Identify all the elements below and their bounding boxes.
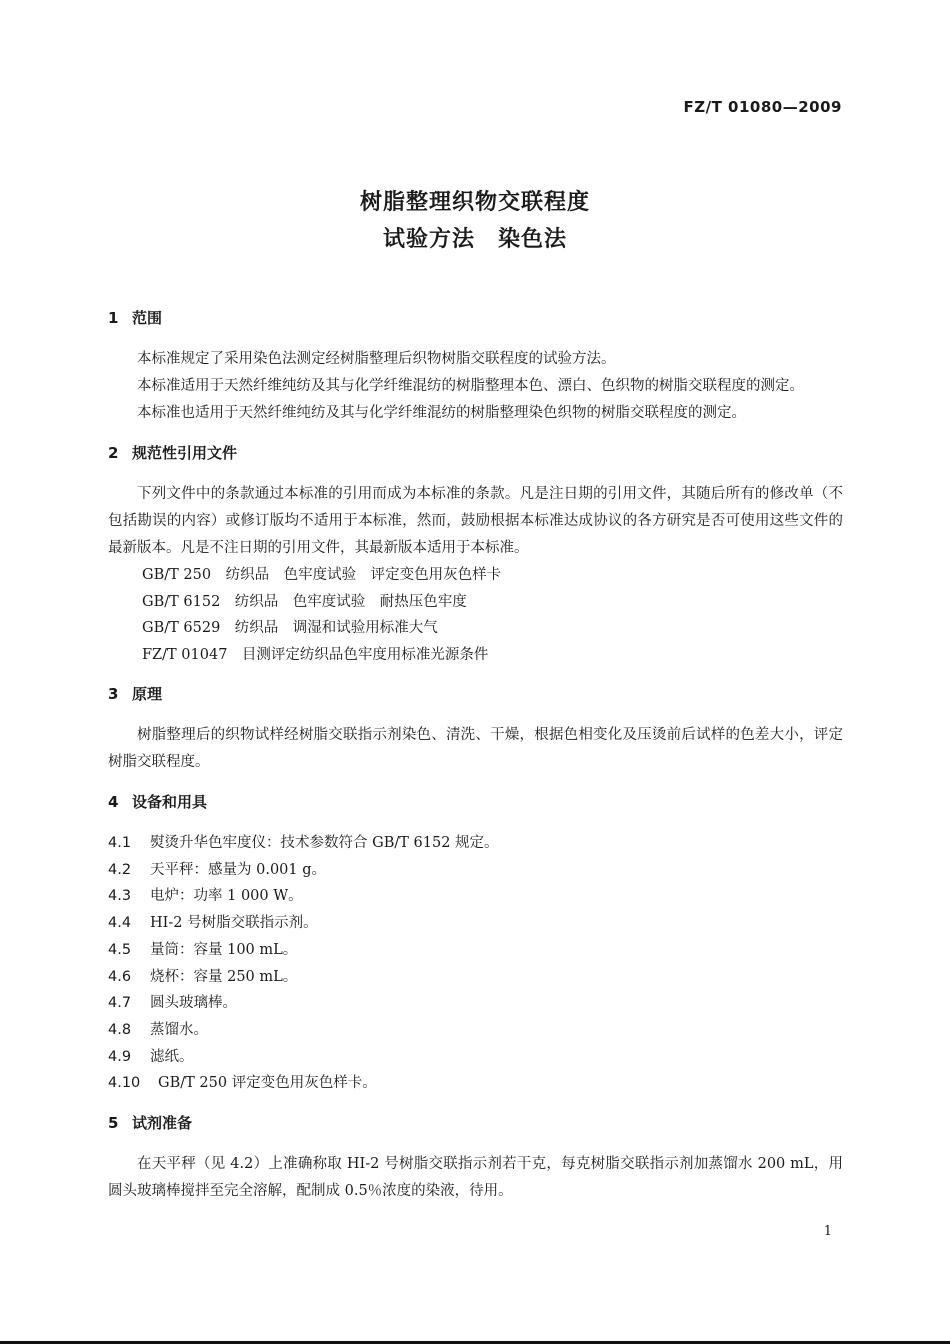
section-number: 3 — [108, 685, 119, 703]
reference-item: GB/T 6529 纺织品 调湿和试验用标准大气 — [142, 620, 438, 636]
section-title: 规范性引用文件 — [132, 444, 238, 462]
reference-item: FZ/T 01047 目测评定纺织品色牢度用标准光源条件 — [142, 646, 489, 663]
item-text: 圆头玻璃棒。 — [150, 995, 237, 1012]
paragraph: 树脂整理后的织物试样经树脂交联指示剂染色、清洗、干燥，根据色相变化及压烫前后试样的色差大小，评定树脂交联程度。 — [108, 727, 843, 770]
section-number: 4 — [108, 793, 119, 811]
item-text: GB/T 250 评定变色用灰色样卡。 — [158, 1075, 377, 1092]
apparatus-item — [108, 964, 843, 991]
apparatus-item — [108, 1070, 843, 1097]
apparatus-item — [108, 857, 843, 884]
section-title: 原理 — [132, 685, 163, 703]
item-text: 熨烫升华色牢度仪：技术参数符合 GB/T 6152 规定。 — [150, 835, 499, 851]
page-number: 1 — [823, 1224, 832, 1239]
document-body — [108, 306, 843, 1205]
item-number: 4.10 — [108, 1075, 141, 1092]
item-number: 4.9 — [108, 1048, 132, 1065]
section-title: 试剂准备 — [132, 1114, 193, 1133]
item-number: 4.4 — [108, 915, 132, 932]
document-title-line1: 树脂整理织物交联程度 — [359, 190, 590, 215]
apparatus-item — [108, 937, 843, 964]
apparatus-item — [108, 830, 843, 857]
item-text: HI-2 号树脂交联指示剂。 — [150, 915, 318, 932]
apparatus-item — [108, 910, 843, 937]
item-number: 4.7 — [108, 995, 132, 1012]
paragraph: 本标准适用于天然纤维纯纺及其与化学纤维混纺的树脂整理本色、漂白、色织物的树脂交联程度的测定。 — [137, 378, 804, 394]
section-heading-apparatus — [108, 790, 843, 814]
section-heading-principle — [108, 682, 843, 706]
document-title-line2: 试验方法 染色法 — [382, 227, 567, 252]
section-number: 5 — [108, 1114, 119, 1133]
section-heading-reagent-preparation — [108, 1111, 843, 1135]
apparatus-item — [108, 990, 843, 1017]
section-heading-normative-references — [108, 441, 843, 465]
reference-item: GB/T 6152 纺织品 色牢度试验 耐热压色牢度 — [142, 593, 467, 610]
item-number: 4.2 — [108, 861, 132, 878]
section-number: 2 — [108, 444, 119, 462]
item-number: 4.3 — [108, 888, 132, 905]
item-text: 蒸馏水。 — [150, 1021, 208, 1038]
item-number: 4.1 — [108, 835, 132, 851]
paragraph: 下列文件中的条款通过本标准的引用而成为本标准的条款。凡是注日期的引用文件，其随后所有的修改单（不包括勘误的内容）或修订版均不适用于本标准，然而，鼓励根据本标准达成协议的各方研究是否可使用这些文件的最新版本。凡是不注日期的引用文件，其最新版本适用于本标准。 — [108, 486, 843, 556]
apparatus-item — [108, 883, 843, 910]
paragraph: 本标准也适用于天然纤维纯纺及其与化学纤维混纺的树脂整理染色织物的树脂交联程度的测定。 — [137, 405, 746, 421]
paragraph: 本标准规定了采用染色法测定经树脂整理后织物树脂交联程度的试验方法。 — [137, 351, 616, 367]
item-text: 烧杯：容量 250 mL。 — [150, 968, 298, 985]
paragraph: 在天平秤（见 4.2）上准确称取 HI-2 号树脂交联指示剂若干克，每克树脂交联指示剂加蒸馏水 200 mL，用圆头玻璃棒搅拌至完全溶解，配制成 0.5％浓度的染液，待用。 — [108, 1156, 843, 1200]
item-text: 天平秤：感量为 0.001 g。 — [150, 861, 327, 878]
section-heading-scope — [108, 306, 843, 330]
item-number: 4.5 — [108, 941, 132, 958]
standard-code: FZ/T 01080—2009 — [683, 98, 842, 116]
reference-item: GB/T 250 纺织品 色牢度试验 评定变色用灰色样卡 — [142, 567, 502, 583]
apparatus-item — [108, 1044, 843, 1071]
item-text: 量筒：容量 100 mL。 — [150, 941, 298, 958]
item-number: 4.8 — [108, 1021, 132, 1038]
section-number: 1 — [108, 309, 119, 327]
item-text: 电炉：功率 1 000 W。 — [150, 888, 303, 905]
item-number: 4.6 — [108, 968, 132, 985]
section-title: 范围 — [132, 309, 163, 327]
apparatus-item — [108, 1017, 843, 1044]
section-title: 设备和用具 — [132, 793, 208, 811]
item-text: 滤纸。 — [150, 1048, 194, 1065]
